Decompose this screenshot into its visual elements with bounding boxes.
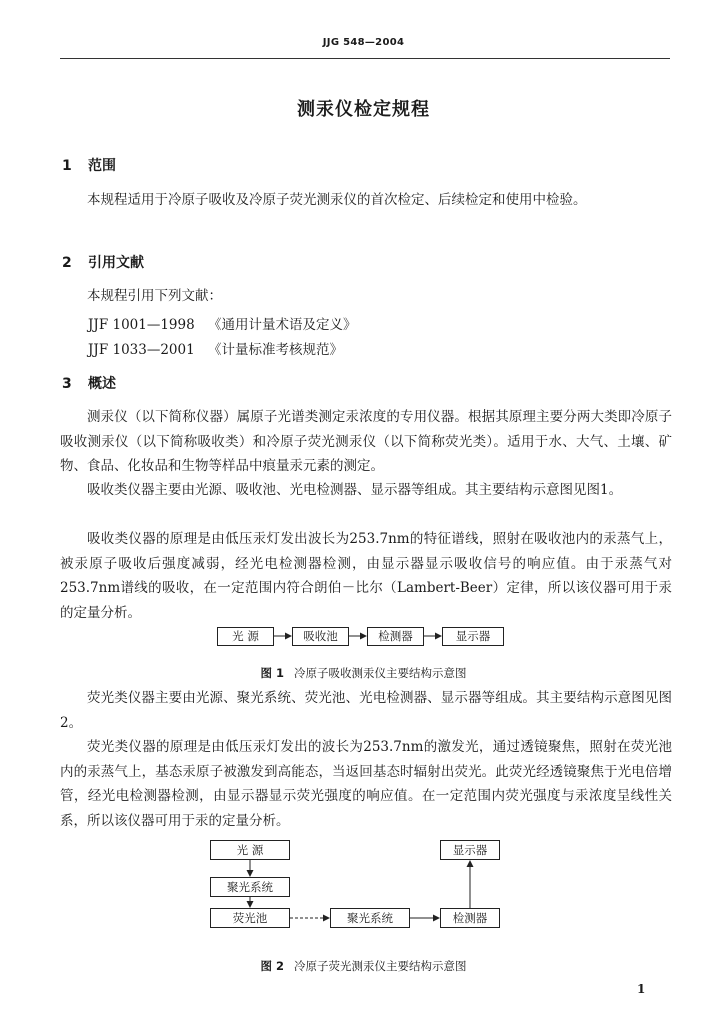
section-3-paragraph: 吸收类仪器主要由光源、吸收池、光电检测器、显示器等组成。其主要结构示意图见图1。 bbox=[87, 482, 623, 498]
fig2-condenser-box-upper: 聚光系统 bbox=[210, 877, 290, 897]
section-title: 范围 bbox=[88, 158, 116, 174]
fig2-light-source-box: 光 源 bbox=[210, 840, 290, 860]
reference-code: JJF 1001—1998 bbox=[88, 317, 195, 333]
fig2-condenser-box-lower: 聚光系统 bbox=[330, 908, 410, 928]
section-1-paragraph: 本规程适用于冷原子吸收及冷原子荧光测汞仪的首次检定、后续检定和使用中检验。 bbox=[87, 192, 587, 208]
figure-caption-text: 冷原子吸收测汞仪主要结构示意图 bbox=[294, 666, 467, 680]
fig1-detector-box: 检测器 bbox=[367, 627, 424, 646]
section-3-paragraph: 测汞仪（以下简称仪器）属原子光谱类测定汞浓度的专用仪器。根据其原理主要分两大类即冷原子吸收测汞仪（以下简称吸收类）和冷原子荧光测汞仪（以下简称荧光类）。适用于水、大气、土壤、矿物、食品、化妆品和生物等样品中痕量汞元素的测定。 bbox=[60, 409, 672, 474]
reference-code: JJF 1033—2001 bbox=[88, 342, 195, 358]
fig2-detector-box: 检测器 bbox=[440, 908, 500, 928]
fig1-light-source-box: 光 源 bbox=[217, 627, 274, 646]
figure-number: 图 1 bbox=[260, 666, 284, 680]
section-number: 3 bbox=[62, 376, 72, 392]
section-3-paragraph: 吸收类仪器的原理是由低压汞灯发出波长为253.7nm的特征谱线，照射在吸收池内的汞蒸气上，被汞原子吸收后强度减弱，经光电检测器检测，由显示器显示吸收信号的响应值。由于汞蒸气对253.7nm谱线的吸收，在一定范围内符合朗伯－比尔（Lambert-Beer）定律，所以该仪器可用于汞的定量分析。 bbox=[60, 531, 672, 621]
section-title: 概述 bbox=[88, 376, 116, 392]
section-3-paragraph: 荧光类仪器主要由光源、聚光系统、荧光池、光电检测器、显示器等组成。其主要结构示意图见图2。 bbox=[60, 690, 672, 731]
fig2-display-box: 显示器 bbox=[440, 840, 500, 860]
fig1-absorption-cell-box: 吸收池 bbox=[292, 627, 349, 646]
fig1-display-box: 显示器 bbox=[442, 627, 504, 646]
fig2-fluorescence-cell-box: 荧光池 bbox=[210, 908, 290, 928]
page-number: 1 bbox=[637, 982, 646, 996]
page-title: 测汞仪检定规程 bbox=[297, 99, 430, 120]
section-number: 2 bbox=[62, 255, 72, 271]
reference-title: 《通用计量术语及定义》 bbox=[208, 317, 357, 333]
figure-number: 图 2 bbox=[260, 959, 284, 973]
running-header: JJG 548—2004 bbox=[322, 37, 405, 48]
section-number: 1 bbox=[62, 158, 72, 174]
figure-caption-text: 冷原子荧光测汞仪主要结构示意图 bbox=[294, 959, 467, 973]
section-title: 引用文献 bbox=[88, 255, 144, 271]
reference-title: 《计量标准考核规范》 bbox=[208, 342, 343, 358]
section-3-paragraph: 荧光类仪器的原理是由低压汞灯发出的波长为253.7nm的激发光，通过透镜聚焦，照射在荧光池内的汞蒸气上，基态汞原子被激发到高能态，当返回基态时辐射出荧光。此荧光经透镜聚焦于光电倍增管，经光电检测器检测，由显示器显示荧光强度的响应值。在一定范围内荧光强度与汞浓度呈线性关系，所以该仪器可用于汞的定量分析。 bbox=[60, 739, 672, 829]
section-2-intro: 本规程引用下列文献： bbox=[87, 288, 222, 304]
